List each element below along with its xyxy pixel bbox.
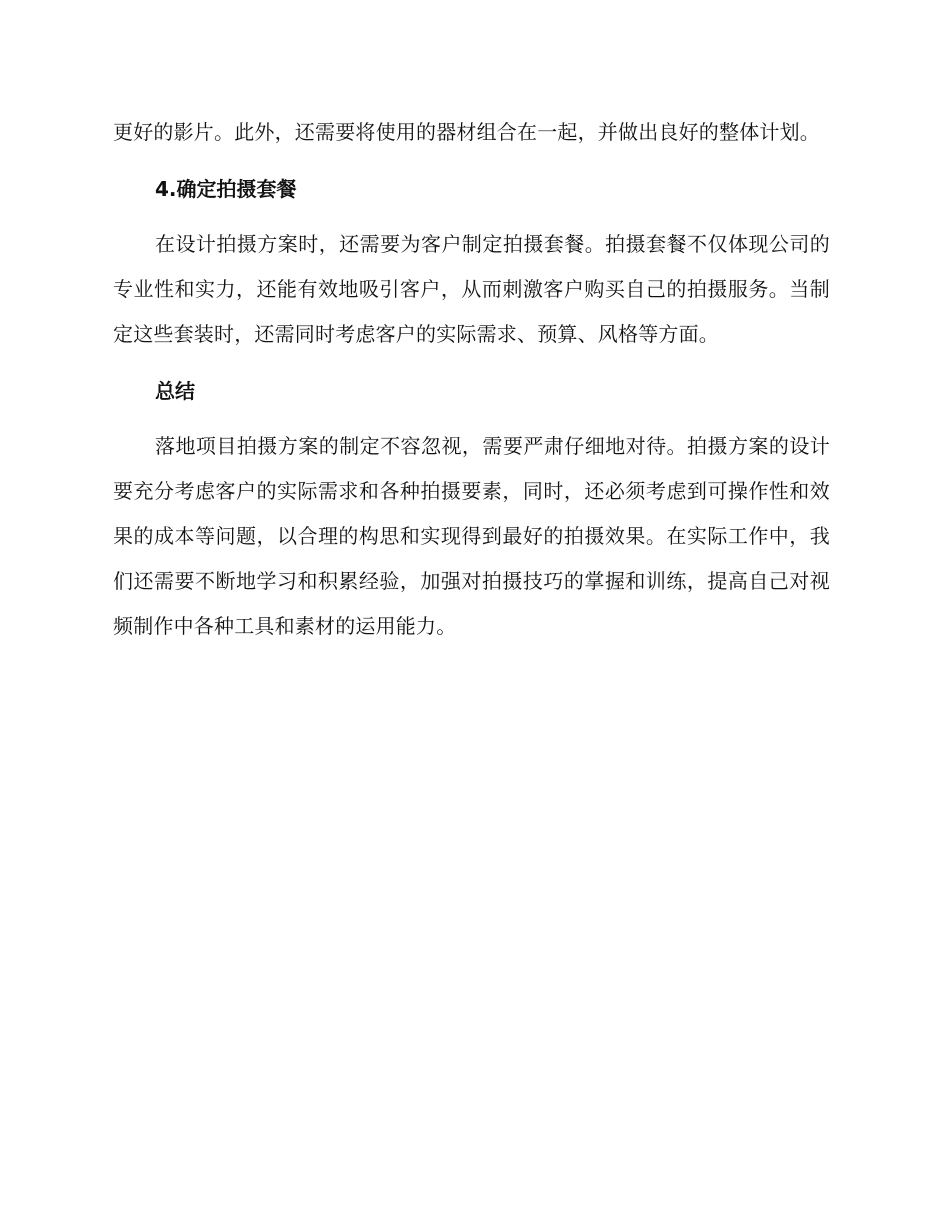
section-body-summary: 落地项目拍摄方案的制定不容忽视，需要严肃仔细地对待。拍摄方案的设计要充分考虑客户的实际需求和各种拍摄要素，同时，还必须考虑到可操作性和效果的成本等问题，以合理的构思和实现得到最好的拍摄效果。在实际工作中，我们还需要不断地学习和积累经验，加强对拍摄技巧的掌握和训练，提高自己对视频制作中各种工具和素材的运用能力。 (113, 434, 830, 638)
document-page (113, 110, 830, 649)
section-heading-summary: 总结 (155, 379, 195, 403)
section-body-shooting-package: 在设计拍摄方案时，还需要为客户制定拍摄套餐。拍摄套餐不仅体现公司的专业性和实力，还能有效地吸引客户，从而刺激客户购买自己的拍摄服务。当制定这些套装时，还需同时考虑客户的实际需求、预算、风格等方面。 (113, 232, 830, 346)
continued-paragraph: 更好的影片。此外，还需要将使用的器材组合在一起，并做出良好的整体计划。 (113, 120, 820, 144)
section-heading-shooting-package: 4.确定拍摄套餐 (155, 177, 297, 201)
